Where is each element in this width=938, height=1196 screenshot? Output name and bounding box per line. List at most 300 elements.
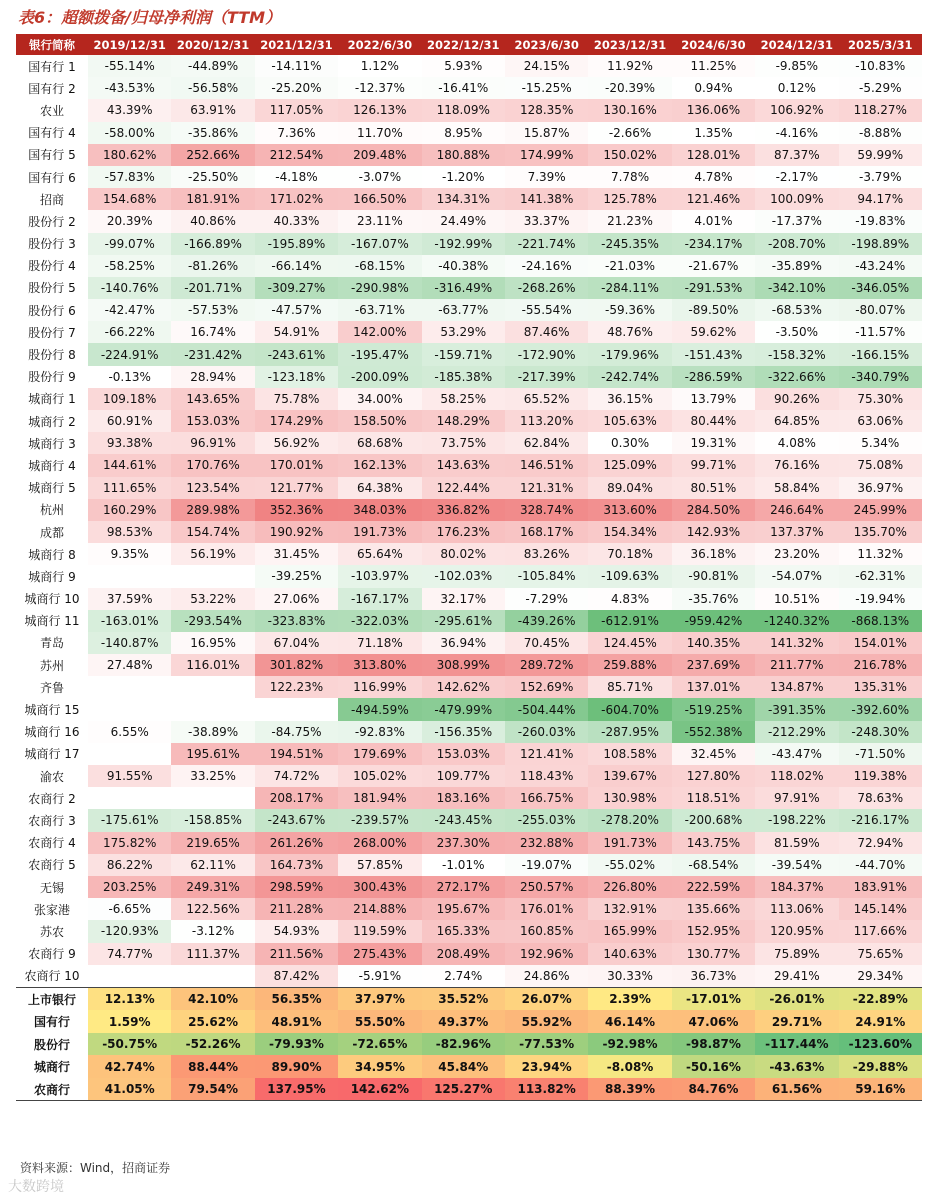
table-cell: 272.17%	[422, 876, 505, 898]
table-cell: 83.26%	[505, 543, 588, 565]
table-cell: 176.23%	[422, 521, 505, 543]
table-row	[16, 654, 922, 676]
table-cell: 141.38%	[505, 188, 588, 210]
table-cell: -340.79%	[839, 366, 922, 388]
table-cell: -63.77%	[422, 299, 505, 321]
table-cell: -38.89%	[171, 721, 254, 743]
row-label: 城商行 4	[28, 458, 76, 473]
table-cell: 208.17%	[255, 787, 338, 809]
row-label: 股份行 6	[28, 303, 76, 318]
table-cell: 24.86%	[505, 965, 588, 988]
table-row	[16, 521, 922, 543]
table-cell: 7.36%	[255, 122, 338, 144]
table-cell: -50.16%	[672, 1055, 755, 1078]
table-cell: 46.14%	[588, 1010, 671, 1033]
table-cell: 143.75%	[672, 832, 755, 854]
table-cell: 109.77%	[422, 765, 505, 787]
table-cell: 60.91%	[88, 410, 171, 432]
table-cell: -92.98%	[588, 1033, 671, 1056]
table-cell: -195.89%	[255, 233, 338, 255]
table-cell: 268.00%	[338, 832, 421, 854]
table-cell: 53.22%	[171, 588, 254, 610]
table-cell: 145.14%	[839, 898, 922, 920]
table-cell: 79.54%	[171, 1078, 254, 1101]
table-cell: 45.84%	[422, 1055, 505, 1078]
table-cell: 80.51%	[672, 477, 755, 499]
table-cell: 71.18%	[338, 632, 421, 654]
table-cell: -255.03%	[505, 809, 588, 831]
table-cell: 15.87%	[505, 122, 588, 144]
table-cell: -89.50%	[672, 299, 755, 321]
table-cell: 90.26%	[755, 388, 838, 410]
table-cell: 300.43%	[338, 876, 421, 898]
table-cell: -40.38%	[422, 255, 505, 277]
table-cell: 118.27%	[839, 99, 922, 121]
row-label: 农商行 5	[28, 858, 76, 873]
table-cell: 105.63%	[588, 410, 671, 432]
table-cell: 249.31%	[171, 876, 254, 898]
table-cell: 128.01%	[672, 144, 755, 166]
row-label: 上市银行	[16, 987, 88, 1010]
table-cell: 81.59%	[755, 832, 838, 854]
table-cell: 348.03%	[338, 499, 421, 521]
table-row	[16, 743, 922, 765]
table-cell: 118.51%	[672, 787, 755, 809]
table-cell: 21.23%	[588, 210, 671, 232]
table-cell: 75.08%	[839, 454, 922, 476]
table-cell: 168.17%	[505, 521, 588, 543]
table-cell: -50.75%	[88, 1033, 171, 1056]
table-cell: -43.47%	[755, 743, 838, 765]
table-cell: 9.35%	[88, 543, 171, 565]
table-cell: 100.09%	[755, 188, 838, 210]
table-row	[16, 632, 922, 654]
table-cell: -1240.32%	[755, 610, 838, 632]
row-label: 国有行 1	[28, 59, 76, 74]
table-cell: -19.83%	[839, 210, 922, 232]
table-cell: 122.23%	[255, 676, 338, 698]
table-cell: -66.22%	[88, 321, 171, 343]
table-cell: 7.78%	[588, 166, 671, 188]
table-cell: -8.88%	[839, 122, 922, 144]
table-cell: 56.35%	[255, 987, 338, 1010]
table-cell: 84.76%	[672, 1078, 755, 1101]
table-cell: 75.30%	[839, 388, 922, 410]
table-row	[16, 876, 922, 898]
table-cell: 76.16%	[755, 454, 838, 476]
table-cell: -39.25%	[255, 565, 338, 587]
table-cell: 16.74%	[171, 321, 254, 343]
table-cell: 58.84%	[755, 477, 838, 499]
table-cell: 245.99%	[839, 499, 922, 521]
table-row	[16, 832, 922, 854]
table-cell	[88, 698, 171, 720]
table-cell: 166.75%	[505, 787, 588, 809]
table-cell	[171, 565, 254, 587]
table-cell: 59.99%	[839, 144, 922, 166]
table-cell: 123.54%	[171, 477, 254, 499]
table-cell: 113.06%	[755, 898, 838, 920]
row-label: 苏州	[39, 658, 64, 673]
table-cell: -79.93%	[255, 1033, 338, 1056]
table-cell: 24.91%	[839, 1010, 922, 1033]
table-cell: 53.29%	[422, 321, 505, 343]
table-cell: -10.83%	[839, 55, 922, 77]
row-label: 股份行 2	[28, 214, 76, 229]
table-cell: -52.26%	[171, 1033, 254, 1056]
table-cell: 97.91%	[755, 787, 838, 809]
row-label: 国有行	[33, 1015, 70, 1030]
table-cell: 80.44%	[672, 410, 755, 432]
table-cell: 59.62%	[672, 321, 755, 343]
table-cell: 128.35%	[505, 99, 588, 121]
table-cell: 72.94%	[839, 832, 922, 854]
table-cell: 154.01%	[839, 632, 922, 654]
table-row	[16, 388, 922, 410]
table-cell: 212.54%	[255, 144, 338, 166]
table-cell: -58.25%	[88, 255, 171, 277]
table-cell: 208.49%	[422, 943, 505, 965]
table-row	[16, 188, 922, 210]
table-cell: 48.91%	[255, 1010, 338, 1033]
table-cell: 70.18%	[588, 543, 671, 565]
table-cell: 289.98%	[171, 499, 254, 521]
table-cell	[255, 698, 338, 720]
table-row	[16, 99, 922, 121]
row-label: 股份行 7	[28, 325, 76, 340]
summary-row	[16, 987, 922, 1010]
table-cell: -56.58%	[171, 77, 254, 99]
table-cell: 211.28%	[255, 898, 338, 920]
table-row	[16, 765, 922, 787]
table-cell: 135.70%	[839, 521, 922, 543]
table-cell: -287.95%	[588, 721, 671, 743]
table-cell: 113.82%	[505, 1078, 588, 1101]
table-cell: 136.06%	[672, 99, 755, 121]
table-row	[16, 477, 922, 499]
column-header-date: 2020/12/31	[171, 34, 254, 55]
table-cell: 68.68%	[338, 432, 421, 454]
table-cell: -21.67%	[672, 255, 755, 277]
table-cell: -35.76%	[672, 588, 755, 610]
table-cell: 109.18%	[88, 388, 171, 410]
row-label: 青岛	[39, 636, 64, 651]
table-cell: -179.96%	[588, 343, 671, 365]
table-cell: 352.36%	[255, 499, 338, 521]
table-cell: 91.55%	[88, 765, 171, 787]
table-cell: 232.88%	[505, 832, 588, 854]
table-cell: 34.00%	[338, 388, 421, 410]
table-row	[16, 432, 922, 454]
table-cell: 308.99%	[422, 654, 505, 676]
row-label: 国有行 5	[28, 148, 76, 163]
table-cell: 132.91%	[588, 898, 671, 920]
table-cell: -156.35%	[422, 721, 505, 743]
table-cell: 2.74%	[422, 965, 505, 988]
row-label: 城商行 15	[24, 703, 80, 718]
table-row	[16, 854, 922, 876]
table-cell: -57.53%	[171, 299, 254, 321]
table-cell: -291.53%	[672, 277, 755, 299]
table-cell: -221.74%	[505, 233, 588, 255]
table-cell: 67.04%	[255, 632, 338, 654]
table-cell: -5.91%	[338, 965, 421, 988]
table-row	[16, 588, 922, 610]
table-cell: -103.97%	[338, 565, 421, 587]
table-cell: 55.50%	[338, 1010, 421, 1033]
table-cell: 33.37%	[505, 210, 588, 232]
table-row	[16, 255, 922, 277]
table-cell: -82.96%	[422, 1033, 505, 1056]
table-cell: -346.05%	[839, 277, 922, 299]
table-cell: -7.29%	[505, 588, 588, 610]
table-cell: 1.12%	[338, 55, 421, 77]
row-label: 齐鲁	[39, 680, 64, 695]
table-cell: -90.81%	[672, 565, 755, 587]
table-cell: -19.07%	[505, 854, 588, 876]
table-cell: -504.44%	[505, 698, 588, 720]
table-cell: 246.64%	[755, 499, 838, 521]
table-cell: 143.65%	[171, 388, 254, 410]
table-cell: -140.87%	[88, 632, 171, 654]
table-cell: -3.12%	[171, 920, 254, 942]
table-row	[16, 277, 922, 299]
table-cell: 118.43%	[505, 765, 588, 787]
table-row	[16, 543, 922, 565]
table-cell: 191.73%	[338, 521, 421, 543]
table-cell: 75.65%	[839, 943, 922, 965]
table-cell: 164.73%	[255, 854, 338, 876]
table-cell: 194.51%	[255, 743, 338, 765]
table-cell: 29.41%	[755, 965, 838, 988]
table-cell: 174.29%	[255, 410, 338, 432]
table-cell: -192.99%	[422, 233, 505, 255]
row-label: 城商行 9	[28, 569, 76, 584]
table-cell: -25.50%	[171, 166, 254, 188]
table-cell: -117.44%	[755, 1033, 838, 1056]
table-row	[16, 920, 922, 942]
table-cell: 137.95%	[255, 1078, 338, 1101]
table-cell: 75.89%	[755, 943, 838, 965]
table-cell: 328.74%	[505, 499, 588, 521]
column-header-bank: 银行简称	[16, 34, 88, 55]
table-cell: 160.29%	[88, 499, 171, 521]
table-row	[16, 343, 922, 365]
table-cell: -278.20%	[588, 809, 671, 831]
table-cell: 259.88%	[588, 654, 671, 676]
table-cell: -24.16%	[505, 255, 588, 277]
table-cell: 119.59%	[338, 920, 421, 942]
table-cell: 96.91%	[171, 432, 254, 454]
table-cell	[88, 743, 171, 765]
table-cell: 105.02%	[338, 765, 421, 787]
table-cell: 142.00%	[338, 321, 421, 343]
table-cell: 153.03%	[422, 743, 505, 765]
table-cell: -604.70%	[588, 698, 671, 720]
row-label: 农商行	[16, 1078, 88, 1101]
table-cell: -195.47%	[338, 343, 421, 365]
table-cell: -243.45%	[422, 809, 505, 831]
table-cell: 64.38%	[338, 477, 421, 499]
table-cell: 13.79%	[672, 388, 755, 410]
table-cell: 134.31%	[422, 188, 505, 210]
table-cell: -959.42%	[672, 610, 755, 632]
table-cell: 5.93%	[422, 55, 505, 77]
table-cell: 203.25%	[88, 876, 171, 898]
table-cell: 143.63%	[422, 454, 505, 476]
table-cell: 4.01%	[672, 210, 755, 232]
table-cell: -3.07%	[338, 166, 421, 188]
table-cell: -224.91%	[88, 343, 171, 365]
table-cell: -99.07%	[88, 233, 171, 255]
table-cell: 153.03%	[171, 410, 254, 432]
table-cell: -26.01%	[755, 987, 838, 1010]
table-cell: 36.15%	[588, 388, 671, 410]
summary-row	[16, 1033, 922, 1056]
table-cell: -0.13%	[88, 366, 171, 388]
table-cell: -163.01%	[88, 610, 171, 632]
table-cell: -322.66%	[755, 366, 838, 388]
column-header-date: 2022/12/31	[422, 34, 505, 55]
table-cell: 216.78%	[839, 654, 922, 676]
table-cell: -16.41%	[422, 77, 505, 99]
table-cell: -519.25%	[672, 698, 755, 720]
column-header-date: 2022/6/30	[338, 34, 421, 55]
table-cell: -47.57%	[255, 299, 338, 321]
table-cell: 23.94%	[505, 1055, 588, 1078]
table-cell: 183.91%	[839, 876, 922, 898]
table-cell: -185.38%	[422, 366, 505, 388]
table-cell: -4.16%	[755, 122, 838, 144]
table-cell: 55.92%	[505, 1010, 588, 1033]
table-cell: -2.66%	[588, 122, 671, 144]
table-cell: -68.53%	[755, 299, 838, 321]
table-cell: 29.34%	[839, 965, 922, 988]
table-cell: 116.01%	[171, 654, 254, 676]
row-label: 张家港	[33, 902, 70, 917]
table-cell: -243.61%	[255, 343, 338, 365]
table-cell: -286.59%	[672, 366, 755, 388]
table-cell: 23.20%	[755, 543, 838, 565]
table-cell: 130.98%	[588, 787, 671, 809]
table-cell: 192.96%	[505, 943, 588, 965]
column-header-date: 2025/3/31	[839, 34, 922, 55]
table-cell: -68.54%	[672, 854, 755, 876]
table-cell: 36.97%	[839, 477, 922, 499]
table-cell: 222.59%	[672, 876, 755, 898]
table-cell: -123.18%	[255, 366, 338, 388]
table-cell: 73.75%	[422, 432, 505, 454]
table-cell: 32.17%	[422, 588, 505, 610]
table-cell: 142.62%	[338, 1078, 421, 1101]
table-cell: 139.67%	[588, 765, 671, 787]
table-cell: 117.66%	[839, 920, 922, 942]
table-cell: 78.63%	[839, 787, 922, 809]
table-cell: 301.82%	[255, 654, 338, 676]
table-cell: 41.05%	[88, 1078, 171, 1101]
table-row	[16, 809, 922, 831]
table-cell: -25.20%	[255, 77, 338, 99]
table-cell: 88.44%	[171, 1055, 254, 1078]
table-cell: 7.39%	[505, 166, 588, 188]
table-cell: 5.34%	[839, 432, 922, 454]
table-cell: 170.76%	[171, 454, 254, 476]
table-cell: 171.02%	[255, 188, 338, 210]
table-cell: -198.22%	[755, 809, 838, 831]
table-cell: -612.91%	[588, 610, 671, 632]
table-cell	[171, 965, 254, 988]
row-label: 城商行	[33, 1060, 70, 1075]
column-header-date: 2021/12/31	[255, 34, 338, 55]
table-cell: 30.33%	[588, 965, 671, 988]
table-cell: -158.85%	[171, 809, 254, 831]
summary-row	[16, 1055, 922, 1078]
row-label: 城商行 16	[24, 725, 80, 740]
table-cell: 48.76%	[588, 321, 671, 343]
table-cell	[88, 676, 171, 698]
table-row	[16, 565, 922, 587]
table-cell: 70.45%	[505, 632, 588, 654]
table-cell: 27.48%	[88, 654, 171, 676]
table-cell: 86.22%	[88, 854, 171, 876]
row-label: 股份行 9	[28, 370, 76, 385]
table-cell: -175.61%	[88, 809, 171, 831]
table-cell: -200.68%	[672, 809, 755, 831]
row-label: 农业	[39, 103, 64, 118]
table-cell: 160.85%	[505, 920, 588, 942]
table-cell: -20.39%	[588, 77, 671, 99]
table-cell: 298.59%	[255, 876, 338, 898]
table-cell: 0.12%	[755, 77, 838, 99]
table-cell: 237.30%	[422, 832, 505, 854]
table-cell: 57.85%	[338, 854, 421, 876]
table-cell: -166.15%	[839, 343, 922, 365]
table-cell	[171, 676, 254, 698]
table-cell: -3.50%	[755, 321, 838, 343]
table-cell: 137.01%	[672, 676, 755, 698]
table-cell: 43.39%	[88, 99, 171, 121]
table-cell: 130.77%	[672, 943, 755, 965]
table-cell: 62.84%	[505, 432, 588, 454]
table-cell: 162.13%	[338, 454, 421, 476]
table-cell: 65.52%	[505, 388, 588, 410]
table-cell: -1.01%	[422, 854, 505, 876]
row-label: 国有行 6	[28, 170, 76, 185]
table-cell: -479.99%	[422, 698, 505, 720]
table-cell: 195.67%	[422, 898, 505, 920]
table-cell: -84.75%	[255, 721, 338, 743]
table-cell: 36.94%	[422, 632, 505, 654]
table-cell: 195.61%	[171, 743, 254, 765]
table-cell: -158.32%	[755, 343, 838, 365]
table-cell: 181.94%	[338, 787, 421, 809]
table-cell: -62.31%	[839, 565, 922, 587]
table-body	[16, 55, 922, 1101]
table-cell: 98.53%	[88, 521, 171, 543]
row-label: 无锡	[39, 880, 64, 895]
table-cell: -66.14%	[255, 255, 338, 277]
table-cell: 108.58%	[588, 743, 671, 765]
table-cell: 19.31%	[672, 432, 755, 454]
table-cell	[88, 965, 171, 988]
table-cell: -80.07%	[839, 299, 922, 321]
table-cell: 170.01%	[255, 454, 338, 476]
table-cell: 284.50%	[672, 499, 755, 521]
table-cell: 74.72%	[255, 765, 338, 787]
table-cell: 190.92%	[255, 521, 338, 543]
table-cell: -342.10%	[755, 277, 838, 299]
table-cell: 94.17%	[839, 188, 922, 210]
